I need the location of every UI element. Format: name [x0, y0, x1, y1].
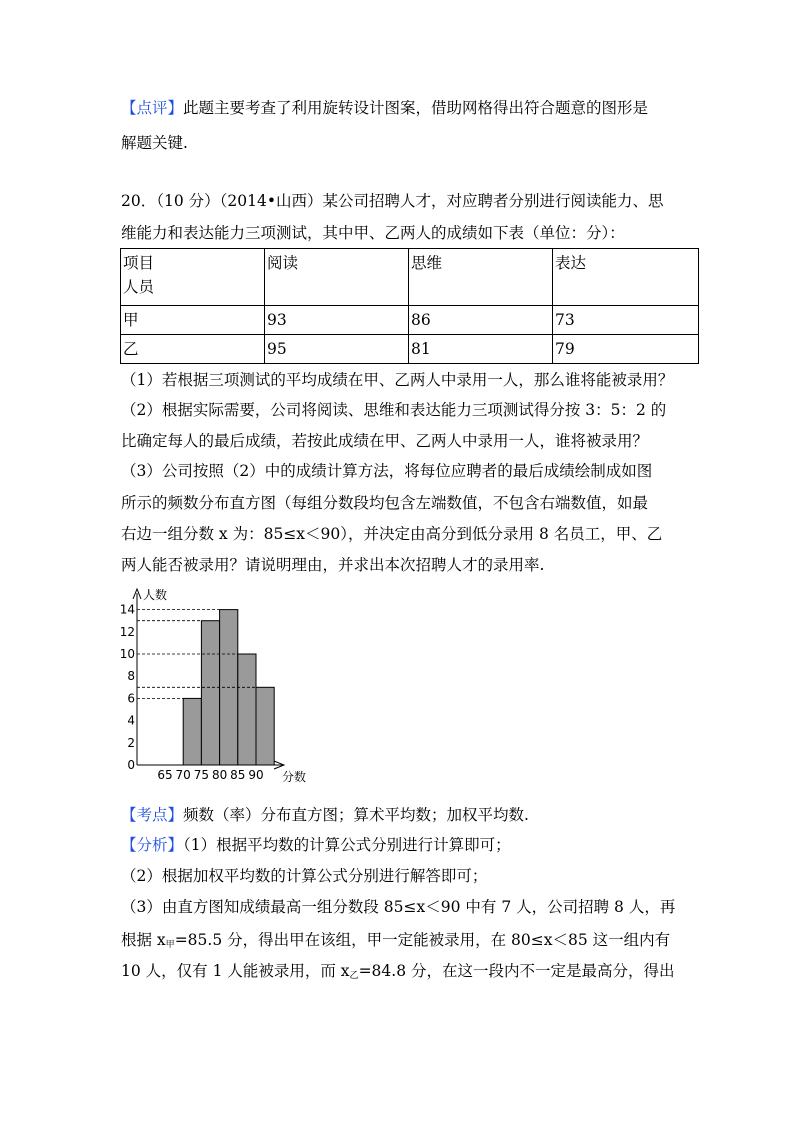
table-header-cell: 思维 — [409, 249, 553, 306]
fenxi-tag: 【分析】 — [121, 836, 184, 854]
fenxi-sub-yi: 乙 — [349, 971, 359, 981]
fenxi-sub-jia: 甲 — [165, 940, 175, 950]
question-header-2: 维能力和表达能力三项测试，其中甲、乙两人的成绩如下表（单位：分）： — [121, 224, 625, 242]
y-tick-label: 6 — [127, 691, 135, 706]
table-corner-bottom: 人员 — [123, 278, 155, 296]
histogram-bar — [183, 698, 201, 765]
table-cell-name: 乙 — [121, 335, 265, 364]
table-row — [121, 306, 699, 335]
table-cell: 81 — [409, 335, 553, 364]
x-tick-label: 80 — [211, 768, 228, 782]
y-tick-label: 14 — [119, 602, 135, 617]
fenxi-line-4 — [121, 930, 670, 955]
table-header-row — [121, 249, 699, 306]
comment-text-2: 解题关键. — [121, 134, 188, 152]
table-cell: 73 — [553, 306, 699, 335]
table-corner-cell — [121, 249, 265, 306]
x-tick-label: 70 — [175, 768, 191, 782]
chart-ylabel: 人数 — [143, 588, 168, 602]
comment-tag: 【点评】 — [121, 99, 184, 117]
fenxi-text-2: （2）根据加权平均数的计算公式分别进行解答即可； — [121, 867, 488, 885]
histogram-bar — [238, 654, 256, 765]
score-table — [120, 248, 699, 364]
y-tick-label: 0 — [127, 758, 135, 772]
question-part-1: （1）若根据三项测试的平均成绩在甲、乙两人中录用一人，那么谁将能被录用？ — [121, 371, 674, 389]
x-tick-label: 85 — [230, 768, 246, 782]
histogram-bar — [256, 687, 274, 765]
fenxi-text-5a: 10 人，仅有 1 人能被录用，而 x — [121, 962, 350, 980]
table-cell: 79 — [553, 335, 699, 364]
table-cell: 86 — [409, 306, 553, 335]
y-tick-label: 2 — [127, 735, 135, 750]
table-cell: 93 — [265, 306, 409, 335]
kaodian-line — [121, 805, 529, 825]
table-cell-name: 甲 — [121, 306, 265, 335]
chart-xlabel: 分数 — [282, 770, 307, 784]
histogram-bar — [201, 621, 219, 765]
table-corner-top: 项目 — [123, 254, 155, 272]
question-part-3d: 两人能否被录用？请说明理由，并求出本次招聘人才的录用率. — [121, 556, 545, 574]
table-cell: 95 — [265, 335, 409, 364]
kaodian-text: 频数（率）分布直方图；算术平均数；加权平均数. — [183, 806, 529, 824]
fenxi-text-4b: =85.5 分，得出甲在该组，甲一定能被录用，在 80≤x＜85 这一组内有 — [174, 931, 671, 949]
fenxi-line — [121, 835, 511, 855]
fenxi-text-4a: 根据 x — [121, 931, 166, 949]
table-header-cell: 阅读 — [265, 249, 409, 306]
fenxi-text-5b: =84.8 分，在这一段内不一定是最高分，得出 — [358, 962, 675, 980]
y-tick-label: 12 — [119, 624, 135, 639]
fenxi-text-1: （1）根据平均数的计算公式分别进行计算即可； — [183, 836, 511, 854]
question-part-2a: （2）根据实际需要，公司将阅读、思维和表达能力三项测试得分按 3：5：2 的 — [121, 401, 667, 419]
table-row — [121, 335, 699, 364]
x-tick-label: 90 — [248, 768, 264, 782]
question-part-2b: 比确定每人的最后成绩，若按此成绩在甲、乙两人中录用一人，谁将被录用？ — [121, 432, 649, 450]
x-tick-label: 65 — [157, 768, 173, 782]
y-tick-label: 10 — [119, 647, 135, 661]
question-header: 20．（10 分）（2014•山西）某公司招聘人才，对应聘者分别进行阅读能力、思 — [121, 192, 664, 210]
fenxi-text-3: （3）由直方图知成绩最高一组分数段 85≤x＜90 中有 7 人，公司招聘 8 人，再 — [121, 898, 676, 916]
y-tick-label: 4 — [127, 713, 135, 728]
question-part-3a: （3）公司按照（2）中的成绩计算方法，将每位应聘者的最后成绩绘制成如图 — [121, 462, 653, 480]
histogram-chart — [110, 585, 310, 785]
question-part-3b: 所示的频数分布直方图（每组分数段均包含左端数值，不包含右端数值，如最 — [121, 494, 649, 512]
y-tick-label: 8 — [127, 669, 135, 684]
x-tick-label: 75 — [193, 768, 210, 782]
fenxi-line-5 — [121, 961, 675, 986]
question-part-3c: 右边一组分数 x 为：85≤x＜90），并决定由高分到低分录用 8 名员工，甲、乙 — [121, 525, 663, 543]
kaodian-tag: 【考点】 — [121, 806, 184, 824]
comment-line-1 — [121, 98, 648, 118]
comment-text-1: 此题主要考查了利用旋转设计图案，借助网格得出符合题意的图形是 — [183, 99, 649, 117]
table-header-cell: 表达 — [553, 249, 699, 306]
